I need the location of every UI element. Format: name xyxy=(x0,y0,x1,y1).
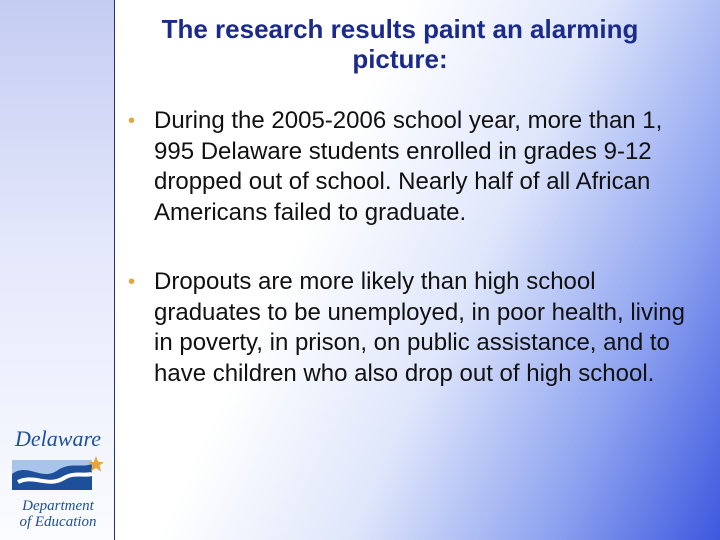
bullet-item xyxy=(128,106,688,228)
logo-line-1: Department xyxy=(22,498,94,514)
delaware-doe-logo xyxy=(8,426,108,536)
bullet-list xyxy=(128,106,688,389)
logo-line-2: of Education xyxy=(19,514,97,530)
bullet-dot-icon: • xyxy=(128,271,136,293)
left-sidebar xyxy=(0,0,115,540)
bullet-text: During the 2005-2006 school year, more than 1, 995 Delaware students enrolled in grades 9-12 dropped out of school. Nearly half of all African Americans failed to graduate. xyxy=(154,107,663,226)
bullet-item xyxy=(128,267,688,389)
logo-subtitle xyxy=(8,498,108,530)
logo-emblem-icon xyxy=(12,452,104,496)
bullet-text: Dropouts are more likely than high school graduates to be unemployed, in poor health, living in poverty, in prison, on public assistance, and to have children who also drop out of high school. xyxy=(154,268,686,387)
logo-title: Delaware xyxy=(15,426,101,451)
bullet-dot-icon: • xyxy=(128,110,136,132)
slide-title: The research results paint an alarming picture: xyxy=(161,14,639,74)
